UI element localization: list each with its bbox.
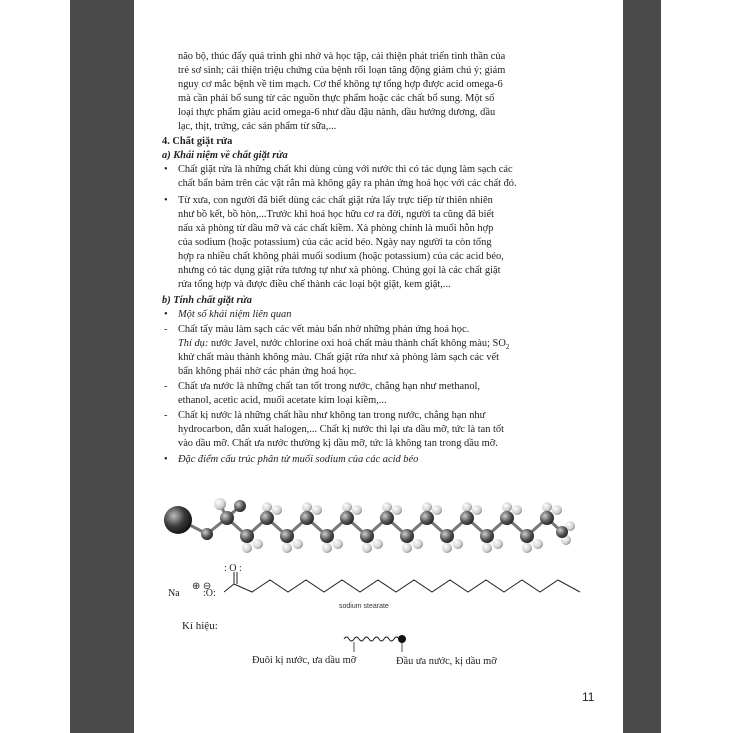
section-heading: 4. Chất giặt rửa [162, 136, 233, 147]
subscript: 2 [505, 343, 510, 352]
subsection-heading: b) Tính chất giặt rửa [162, 295, 252, 306]
dash-icon: - [164, 324, 168, 335]
text-line: Từ xưa, con người đã biết dùng các chất giặt rửa lấy trực tiếp từ thiên nhiên [178, 195, 493, 206]
charge-symbols: ⊕ ⊖ [192, 581, 212, 592]
text-line: hydrocarbon, dẫn xuất halogen,... Chất kị nước thì lại ưa dầu mỡ, tức là tan tốt [178, 424, 504, 435]
text-line: khử chất màu thành không màu. Chất giặt rửa như xà phòng làm sạch các vết [178, 352, 500, 363]
dash-icon: - [164, 381, 168, 392]
text-line: rửa tổng hợp và được điều chế thành các loại bột giặt, kem giặt,... [178, 279, 451, 290]
text-line: Chất tẩy màu làm sạch các vết màu bẩn nhờ những phản ứng hoá học. [178, 324, 470, 335]
oxygen-top-label: : O : [224, 563, 242, 574]
text-line: loại thực phẩm giàu acid omega-6 như dầu đậu nành, dầu hướng dương, dầu [178, 107, 496, 118]
text-line: ethanol, acetic acid, muối acetate kim loại kiềm,... [178, 395, 387, 406]
example-text: nước Javel, nước chlorine oxi hoá chất màu thành chất không màu; SO [208, 338, 506, 349]
text-line: nguy cơ mắc bệnh về tim mạch. Cơ thể không tự tổng hợp được acid omega-6 [178, 79, 503, 90]
text-line: Chất giặt rửa là những chất khi dùng cùng với nước thì có tác dụng làm sạch các [178, 164, 513, 175]
document-page [134, 0, 623, 733]
oxygen-left-label: :O: [203, 588, 216, 599]
text-line: hợp ra nhiều chất không phải muối sodium (hoặc potassium) của các acid béo, [178, 251, 504, 262]
bullet-heading: Một số khái niệm liên quan [178, 309, 292, 320]
bullet-icon: • [164, 164, 168, 175]
bullet-icon: • [164, 309, 168, 320]
figure-caption: sodium stearate [339, 603, 389, 610]
dash-icon: - [164, 410, 168, 421]
subsection-heading: a) Khái niệm về chất giặt rửa [162, 150, 288, 161]
page-number: 11 [582, 690, 595, 704]
bullet-icon: • [164, 454, 168, 465]
bullet-heading: Đặc điểm cấu trúc phân tử muối sodium của các acid béo [178, 454, 419, 465]
text-line: chất bẩn bám trên các vật rắn mà không gây ra phản ứng hoá học với các chất đó. [178, 178, 517, 189]
text-line: của sodium (hoặc potassium) của các acid béo. Ngày nay người ta còn tổng [178, 237, 492, 248]
bullet-icon: • [164, 195, 168, 206]
text-line: mà cần phải bổ sung từ các nguồn thực phẩm hoặc các chất bổ sung. Một số [178, 93, 495, 104]
text-line: bẩn không phải nhờ các phản ứng hoá học. [178, 366, 357, 377]
example-label: Thí dụ: [178, 338, 209, 349]
text-line: vào dầu mỡ. Chất ưa nước thường kị dầu mỡ, tức là không tan trong dầu mỡ. [178, 438, 498, 449]
sodium-atom [164, 506, 192, 534]
ball-and-stick-model [162, 496, 582, 558]
text-line: lạc, thịt, trứng, các sản phẩm từ sữa,... [178, 121, 337, 132]
text-line: Chất kị nước là những chất hầu như không tan trong nước, chẳng hạn như [178, 410, 486, 421]
text-line: Chất ưa nước là những chất tan tốt trong nước, chẳng hạn như methanol, [178, 381, 481, 392]
background-right [661, 0, 733, 733]
sodium-label: Na [168, 588, 180, 599]
text-line: nhưng có tác dụng giặt rửa tương tự như xà phòng. Chúng gọi là các chất giặt [178, 265, 501, 276]
head-label: Đầu ưa nước, kị dầu mỡ [396, 656, 497, 667]
viewer-margin-left [70, 0, 134, 733]
legend-heading: Kí hiệu: [182, 620, 218, 632]
viewer-margin-right [623, 0, 661, 733]
text-line: nấu xà phòng từ dầu mỡ và các chất kiềm. Xà phòng chính là muối hỗn hợp [178, 223, 494, 234]
text-line: não bộ, thúc đẩy quá trình ghi nhớ và học tập, cải thiện phát triển tinh thần của [178, 51, 506, 62]
background-left [0, 0, 70, 733]
text-line: trẻ sơ sinh; cải thiện triệu chứng của bệnh rối loạn tăng động giảm chú ý; giảm [178, 65, 506, 76]
tail-label: Đuôi kị nước, ưa dầu mỡ [252, 655, 357, 666]
text-line: như bồ kết, bồ hòn,...Trước khi hoá học hữu cơ ra đời, người ta cũng đã biết [178, 209, 494, 220]
